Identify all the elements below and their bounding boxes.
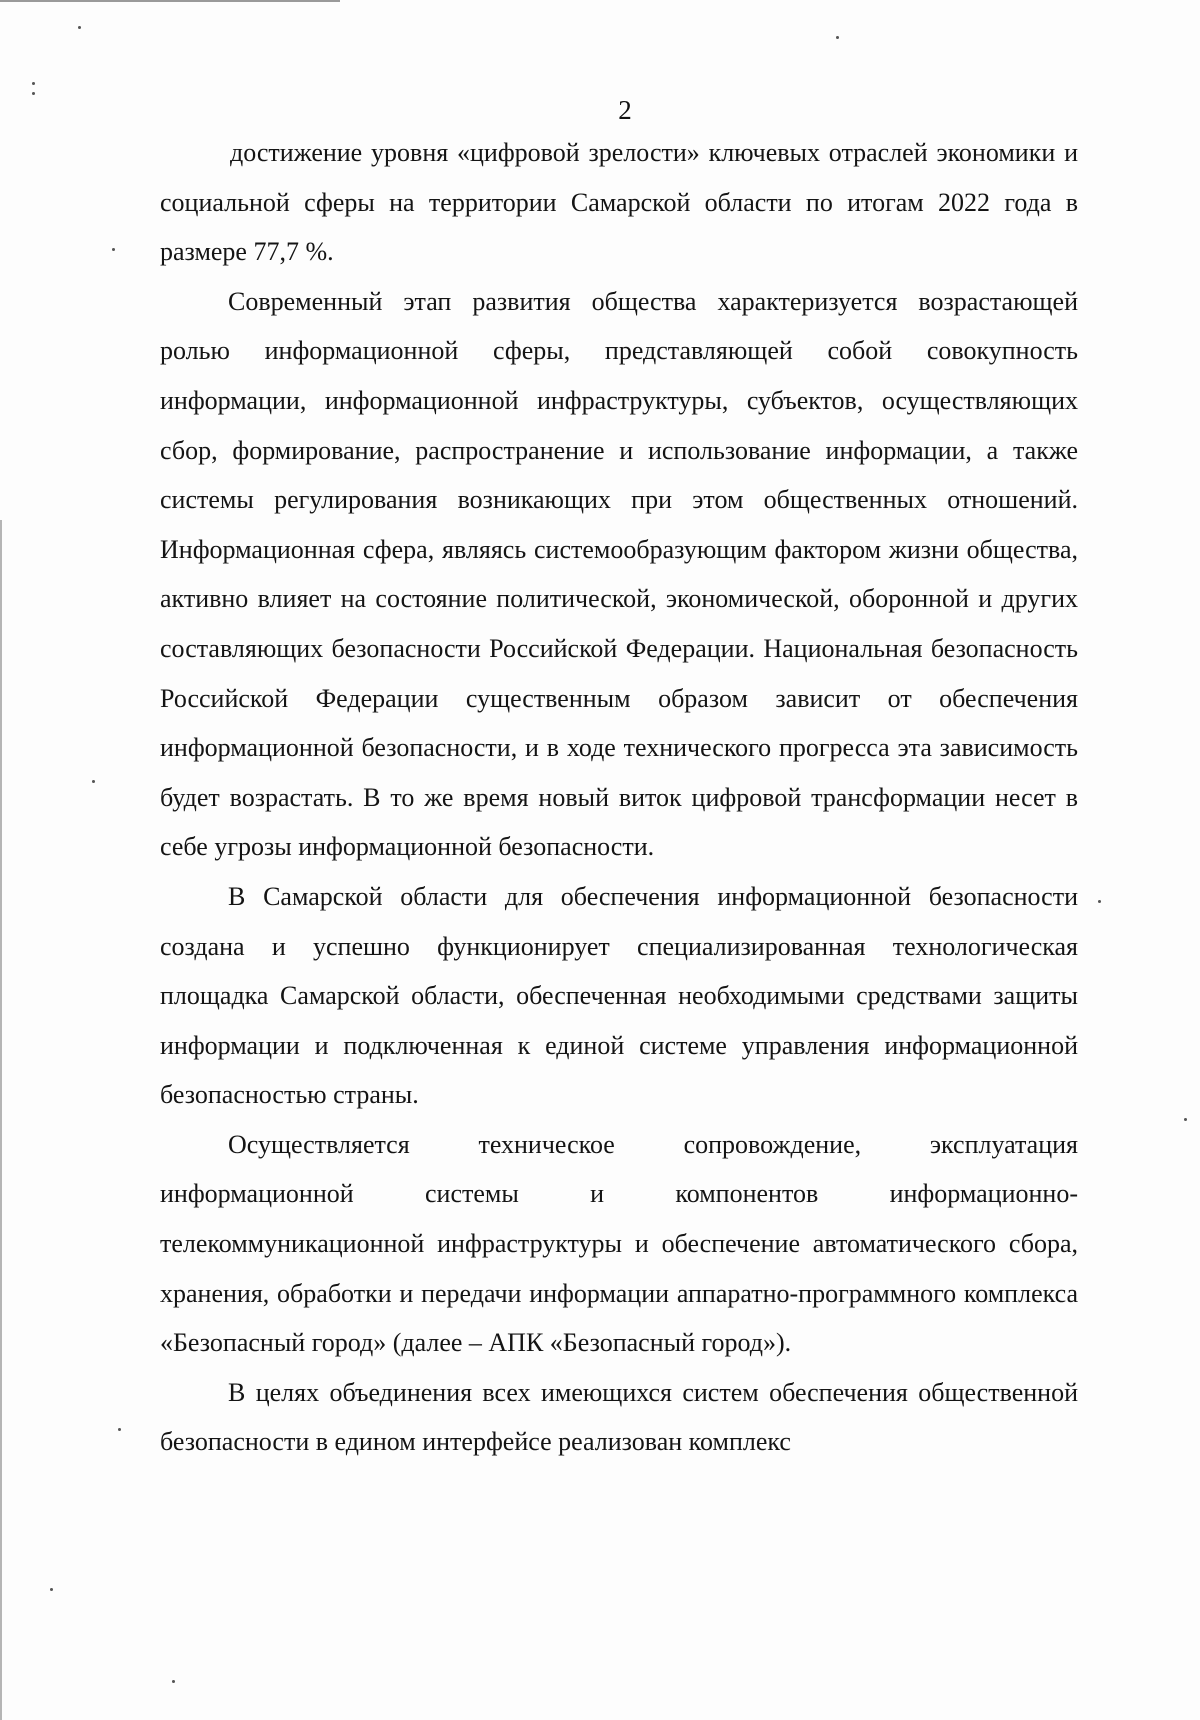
scan-speck (50, 1588, 53, 1591)
scan-edge-top (0, 0, 340, 2)
paragraph-1: достижение уровня «цифровой зрелости» ключевых отраслей экономики и социальной сферы на территории Самарской области по итогам 2022 года в размере 77,7 %. (160, 138, 1078, 267)
page-number: 2 (618, 95, 632, 125)
paragraph-5: В целях объединения всех имеющихся систем обеспечения общественной безопасности в едином интерфейсе реализован комплекс (160, 1377, 1078, 1457)
body-text (160, 128, 1078, 1467)
paragraph-2: Современный этап развития общества характеризуется возрастающей ролью информационной сферы, представляющей собой совокупность информации, информационной инфраструктуры, субъектов, осуществляющих сбор, формирование, распространение и использование информации, а также системы регулирования возникающих при этом общественных отношений. Информационная сфера, являясь системообразующим фактором жизни общества, активно влияет на состояние политической, экономической, оборонной и других составляющих безопасности Российской Федерации. Национальная безопасность Российской Федерации существенным образом зависит от обеспечения информационной безопасности, и в ходе технического прогресса эта зависимость будет возрастать. В то же время новый виток цифровой трансформации несет в себе угрозы информационной безопасности. (160, 286, 1078, 862)
scan-speck (32, 82, 35, 85)
scan-speck (78, 26, 81, 29)
scan-edge-left (0, 520, 2, 1720)
scan-speck (836, 36, 839, 39)
scan-speck (172, 1680, 175, 1683)
scan-speck (118, 1428, 121, 1431)
scan-speck (112, 248, 115, 251)
paragraph-3: В Самарской области для обеспечения информационной безопасности создана и успешно функционирует специализированная технологическая площадка Самарской области, обеспеченная необходимыми средствами защиты информации и подключенная к единой системе управления информационной безопасностью страны. (160, 881, 1078, 1110)
scan-speck (1098, 900, 1101, 903)
scan-speck (92, 780, 95, 783)
paragraph-4: Осуществляется техническое сопровождение, эксплуатация информационной системы и компонентов информационно-телекоммуникационной инфраструктуры и обеспечение автоматического сбора, хранения, обработки и передачи информации аппаратно-программного комплекса «Безопасный город» (далее – АПК «Безопасный город»). (160, 1129, 1078, 1358)
scan-speck (1184, 1118, 1187, 1121)
